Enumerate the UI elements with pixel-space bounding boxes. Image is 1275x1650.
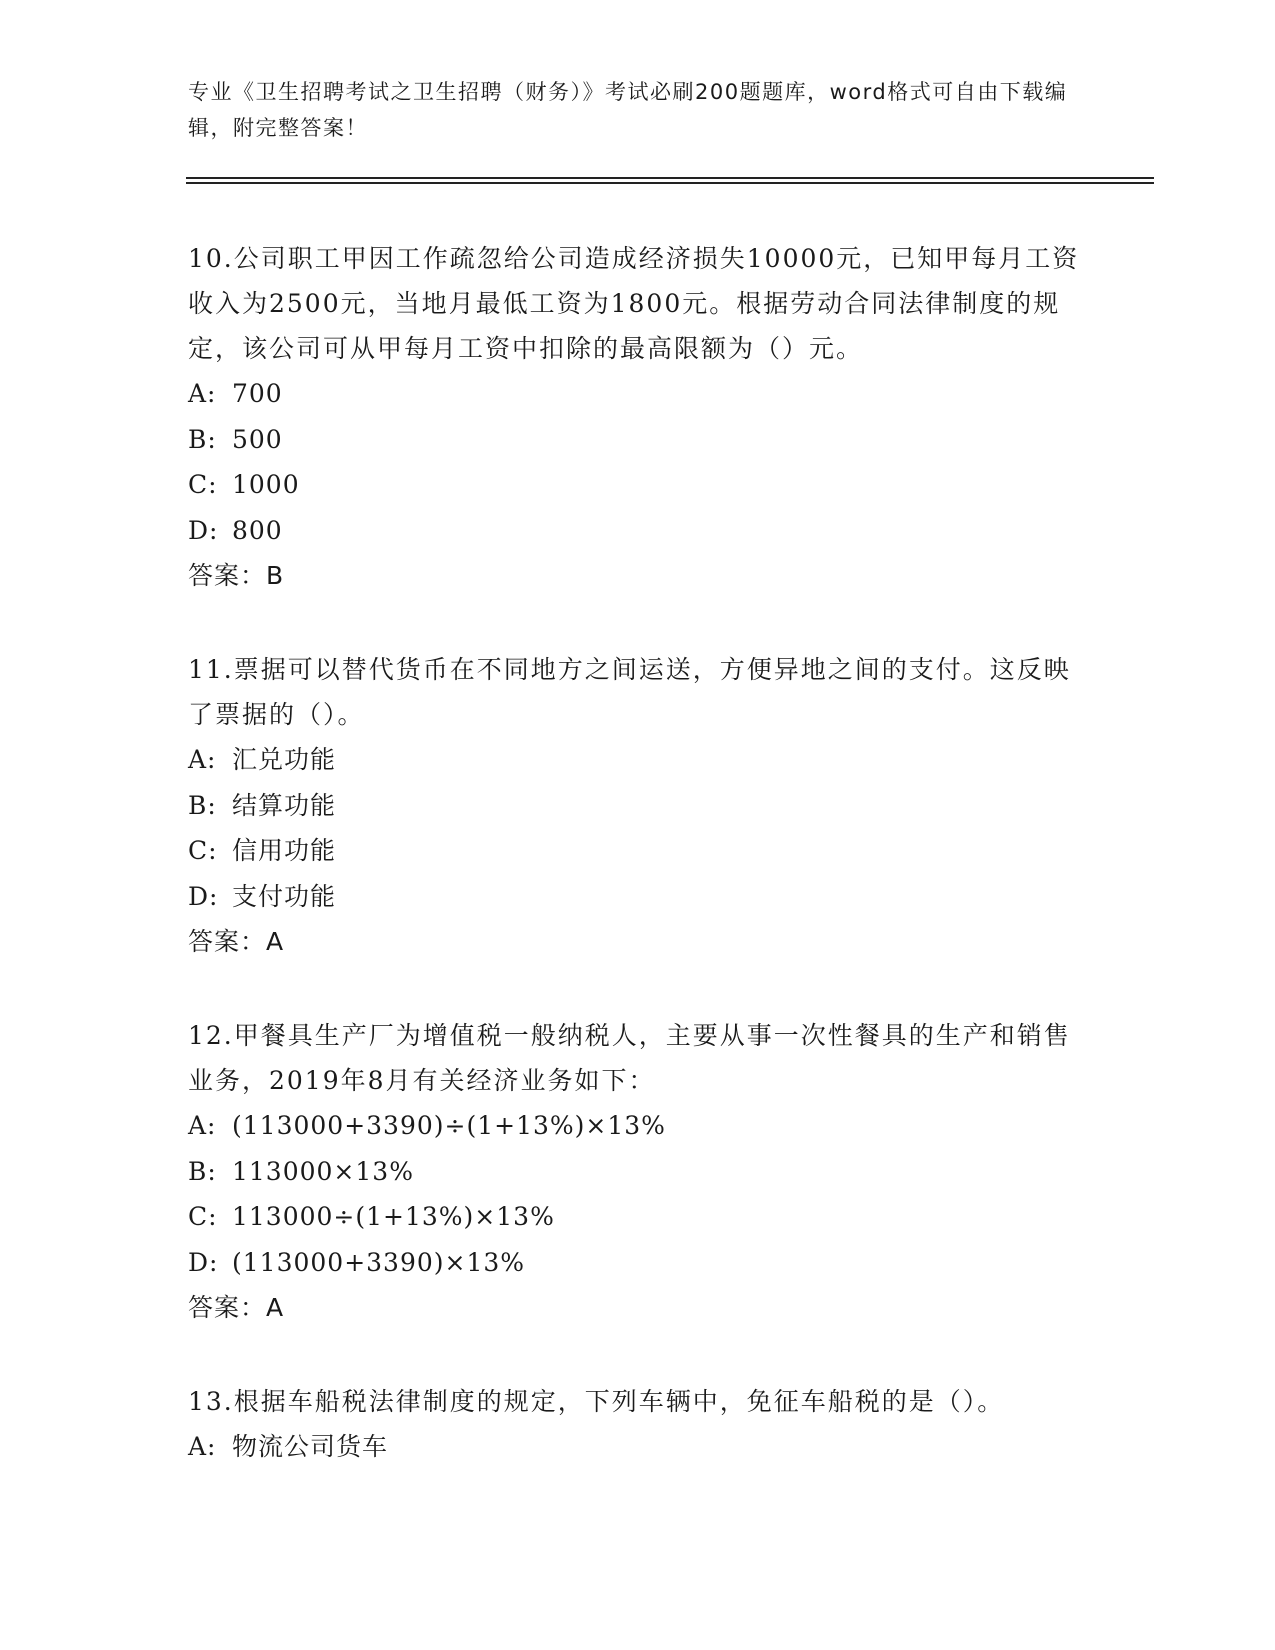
option-d xyxy=(188,508,1088,554)
option-key: B: xyxy=(188,424,217,454)
question-13 xyxy=(188,1379,1088,1470)
header-rule-bottom xyxy=(186,182,1154,184)
answer-line: 答案：A xyxy=(188,927,285,956)
option-d xyxy=(188,1240,1088,1286)
option-text: 113000×13% xyxy=(232,1156,414,1186)
option-c xyxy=(188,462,1088,508)
spacer xyxy=(188,598,1088,647)
option-a xyxy=(188,737,1088,783)
question-stem: 10.公司职工甲因工作疏忽给公司造成经济损失10000元，已知甲每月工资收入为2500元，当地月最低工资为1800元。根据劳动合同法律制度的规定，该公司可从甲每月工资中扣除的最高限额为（）元。 xyxy=(188,244,1080,363)
header-rule-top xyxy=(186,177,1154,179)
option-key: A: xyxy=(188,745,217,774)
spacer xyxy=(188,964,1088,1013)
question-12 xyxy=(188,1013,1088,1330)
option-text: 汇兑功能 xyxy=(232,745,337,774)
document-header: 专业《卫生招聘考试之卫生招聘（财务）》考试必刷200题题库，word格式可自由下载编辑，附完整答案！ xyxy=(188,80,1068,140)
option-b xyxy=(188,1149,1088,1195)
option-c xyxy=(188,1194,1088,1240)
option-key: D: xyxy=(188,515,219,545)
option-text: 700 xyxy=(232,379,283,408)
option-text: 1000 xyxy=(232,470,300,499)
option-key: B: xyxy=(188,790,217,820)
question-stem: 13.根据车船税法律制度的规定，下列车辆中，免征车船税的是（）。 xyxy=(188,1387,1005,1416)
option-text: 结算功能 xyxy=(232,790,337,820)
option-text: 支付功能 xyxy=(232,881,337,911)
option-text: 信用功能 xyxy=(232,836,337,865)
option-text: (113000+3390)÷(1+13%)×13% xyxy=(232,1111,666,1140)
option-key: A: xyxy=(188,1111,217,1140)
option-key: A: xyxy=(188,1432,217,1461)
question-list xyxy=(188,236,1088,1470)
option-a xyxy=(188,1103,1088,1149)
option-key: D: xyxy=(188,1247,219,1277)
answer-line: 答案：B xyxy=(188,561,285,590)
question-stem: 11.票据可以替代货币在不同地方之间运送，方便异地之间的支付。这反映了票据的（）。 xyxy=(188,655,1071,729)
answer-line: 答案：A xyxy=(188,1293,285,1322)
option-text: (113000+3390)×13% xyxy=(232,1247,526,1277)
option-key: B: xyxy=(188,1156,217,1186)
option-key: A: xyxy=(188,379,217,408)
option-a xyxy=(188,1424,1088,1470)
option-text: 800 xyxy=(232,515,283,545)
option-text: 物流公司货车 xyxy=(232,1432,389,1461)
option-key: C: xyxy=(188,1202,218,1231)
option-d xyxy=(188,874,1088,920)
option-key: C: xyxy=(188,836,218,865)
option-a xyxy=(188,371,1088,417)
question-11 xyxy=(188,647,1088,964)
option-b xyxy=(188,783,1088,829)
option-key: C: xyxy=(188,470,218,499)
spacer xyxy=(188,1330,1088,1379)
option-c xyxy=(188,828,1088,874)
question-stem: 12.甲餐具生产厂为增值税一般纳税人，主要从事一次性餐具的生产和销售业务，2019年8月有关经济业务如下： xyxy=(188,1021,1071,1095)
question-10 xyxy=(188,236,1088,598)
option-text: 500 xyxy=(232,424,283,454)
option-b xyxy=(188,417,1088,463)
option-text: 113000÷(1+13%)×13% xyxy=(232,1202,555,1231)
option-key: D: xyxy=(188,881,219,911)
